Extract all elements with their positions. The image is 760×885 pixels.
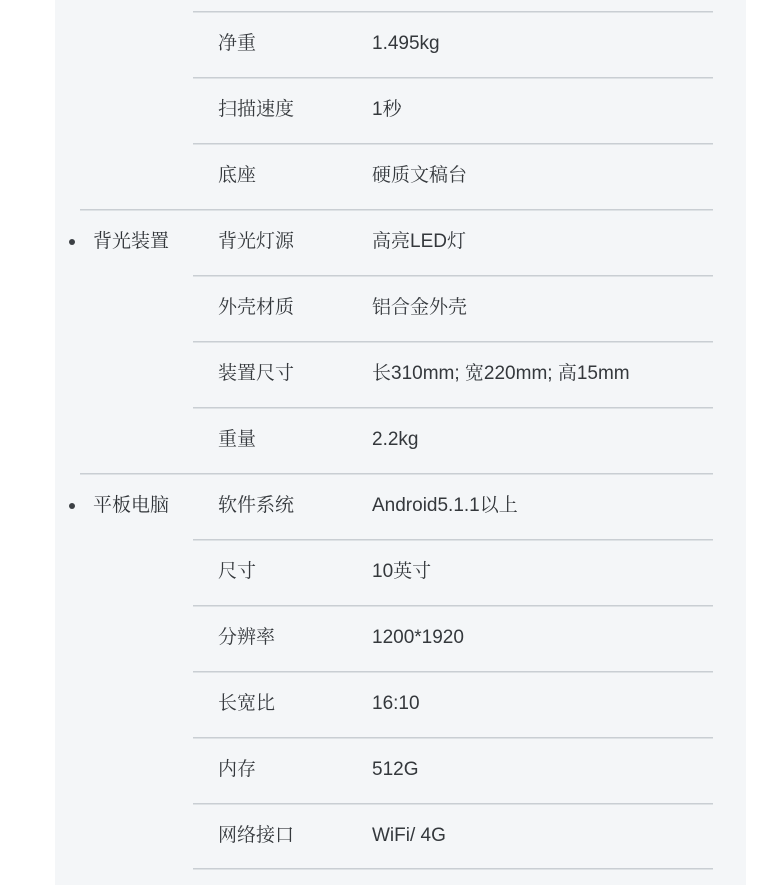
table-row <box>0 11 760 77</box>
row-divider <box>193 407 713 408</box>
spec-label: 重量 <box>218 429 257 450</box>
row-divider <box>193 11 713 12</box>
section-title-tablet: 平板电脑 <box>93 495 170 516</box>
spec-value: WiFi/ 4G <box>372 825 446 846</box>
table-row <box>0 209 760 275</box>
spec-label: 软件系统 <box>218 495 295 516</box>
table-row <box>0 473 760 539</box>
row-divider <box>193 737 713 738</box>
spec-label: 净重 <box>218 33 257 54</box>
table-row <box>0 605 760 671</box>
section-title-backlight: 背光装置 <box>93 231 170 252</box>
spec-label: 背光灯源 <box>218 231 295 252</box>
spec-value: 16:10 <box>372 693 420 714</box>
spec-label: 尺寸 <box>218 561 257 582</box>
table-row <box>0 341 760 407</box>
spec-value: 1秒 <box>372 99 402 120</box>
spec-value: 硬质文稿台 <box>372 165 468 186</box>
spec-label: 内存 <box>218 759 257 780</box>
spec-value: 10英寸 <box>372 561 432 582</box>
table-row <box>0 737 760 803</box>
spec-label: 扫描速度 <box>218 99 295 120</box>
table-row <box>0 77 760 143</box>
spec-label: 外壳材质 <box>218 297 295 318</box>
spec-value: 1200*1920 <box>372 627 464 648</box>
table-row <box>0 803 760 869</box>
spec-value: 高亮LED灯 <box>372 231 466 252</box>
spec-label: 底座 <box>218 165 257 186</box>
table-row <box>0 407 760 473</box>
row-divider <box>193 539 713 540</box>
spec-value: 长310mm; 宽220mm; 高15mm <box>372 363 630 384</box>
table-row <box>0 275 760 341</box>
table-row <box>0 539 760 605</box>
spec-value: 1.495kg <box>372 33 440 54</box>
table-row <box>0 143 760 209</box>
spec-label: 分辨率 <box>218 627 276 648</box>
spec-table <box>0 11 760 869</box>
bullet-icon <box>69 503 75 509</box>
table-row <box>0 671 760 737</box>
spec-label: 长宽比 <box>218 693 276 714</box>
bullet-icon <box>69 239 75 245</box>
spec-value: Android5.1.1以上 <box>372 495 518 516</box>
spec-label: 装置尺寸 <box>218 363 295 384</box>
spec-value: 512G <box>372 759 419 780</box>
spec-value: 2.2kg <box>372 429 419 450</box>
spec-label: 网络接口 <box>218 825 295 846</box>
spec-value: 铝合金外壳 <box>372 297 468 318</box>
